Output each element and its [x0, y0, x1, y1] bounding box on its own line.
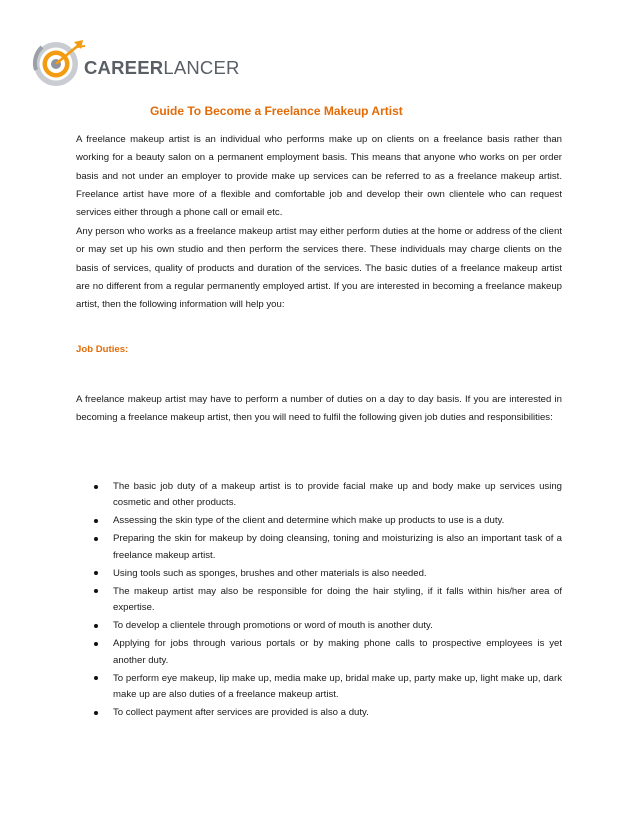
job-duties-list [76, 479, 562, 723]
intro-paragraph-1: A freelance makeup artist is an individual who performs make up on clients on a freelance basis rather than working for a beauty salon on a permanent employment basis. This means that anyone who works on per order basis and not under an employer to provide make up services can be referred to as a freelance makeup artist. Freelance artist have more of a flexible and comfortable job and develop their own clientele who can request services either through a phone call or email etc. [76, 134, 562, 219]
bullet-icon [94, 642, 98, 646]
list-item [76, 705, 562, 721]
bullet-icon [94, 711, 98, 715]
bullet-icon [94, 571, 98, 575]
list-item-text: Applying for jobs through various portals or by making phone calls to prospective employees is yet another duty. [113, 638, 562, 666]
list-item-text: Preparing the skin for makeup by doing cleansing, toning and moisturizing is also an important task of a freelance makeup artist. [113, 533, 562, 561]
bullet-icon [94, 537, 98, 541]
list-item [76, 636, 562, 669]
target-arrow-icon [28, 34, 88, 90]
section-heading-job-duties: Job Duties: [76, 344, 129, 355]
list-item-text: The basic job duty of a makeup artist is to provide facial make up and body make up services using cosmetic and other products. [113, 481, 562, 509]
bullet-icon [94, 624, 98, 628]
list-item-text: The makeup artist may also be responsible for doing the hair styling, if it falls within his/her area of expertise. [113, 585, 562, 614]
job-duties-intro: A freelance makeup artist may have to perform a number of duties on a day to day basis. If you are interested in becoming a freelance makeup artist, then you will need to fulfil the following given job duties and responsibilities: [76, 394, 562, 424]
bullet-icon [94, 485, 98, 489]
document-title: Guide To Become a Freelance Makeup Artist [150, 104, 403, 118]
logo-wordmark [84, 57, 240, 79]
list-item [76, 531, 562, 564]
bullet-icon [94, 519, 98, 523]
list-item-text: Using tools such as sponges, brushes and other materials is also needed. [113, 567, 427, 579]
bullet-icon [94, 676, 98, 680]
intro-paragraph-2: Any person who works as a freelance makeup artist may either perform duties at the home or address of the client or may set up his own studio and then perform the services there. These individuals may charge clients on the basis of services, quality of products and duration of the services. The basic duties of a freelance makeup artist are no different from a regular permanently employed artist. If you are interested in becoming a freelance makeup artist, then the following information will help you: [76, 226, 562, 311]
list-item [76, 479, 562, 512]
bullet-icon [94, 589, 98, 593]
logo-text-lancer: LANCER [163, 57, 240, 78]
list-item-text: To collect payment after services are provided is also a duty. [113, 707, 369, 719]
list-item-text: To develop a clientele through promotions or word of mouth is another duty. [113, 620, 433, 632]
list-item [76, 584, 562, 617]
list-item [76, 671, 562, 704]
logo-text-career: CAREER [84, 57, 164, 78]
careerlancer-logo [28, 34, 240, 90]
list-item [76, 513, 562, 529]
list-item-text: To perform eye makeup, lip make up, media make up, bridal make up, party make up, light make up, dark make up are also duties of a freelance makeup artist. [113, 672, 562, 701]
list-item [76, 566, 562, 582]
list-item [76, 618, 562, 634]
list-item-text: Assessing the skin type of the client and determine which make up products to use is a duty. [113, 515, 505, 527]
